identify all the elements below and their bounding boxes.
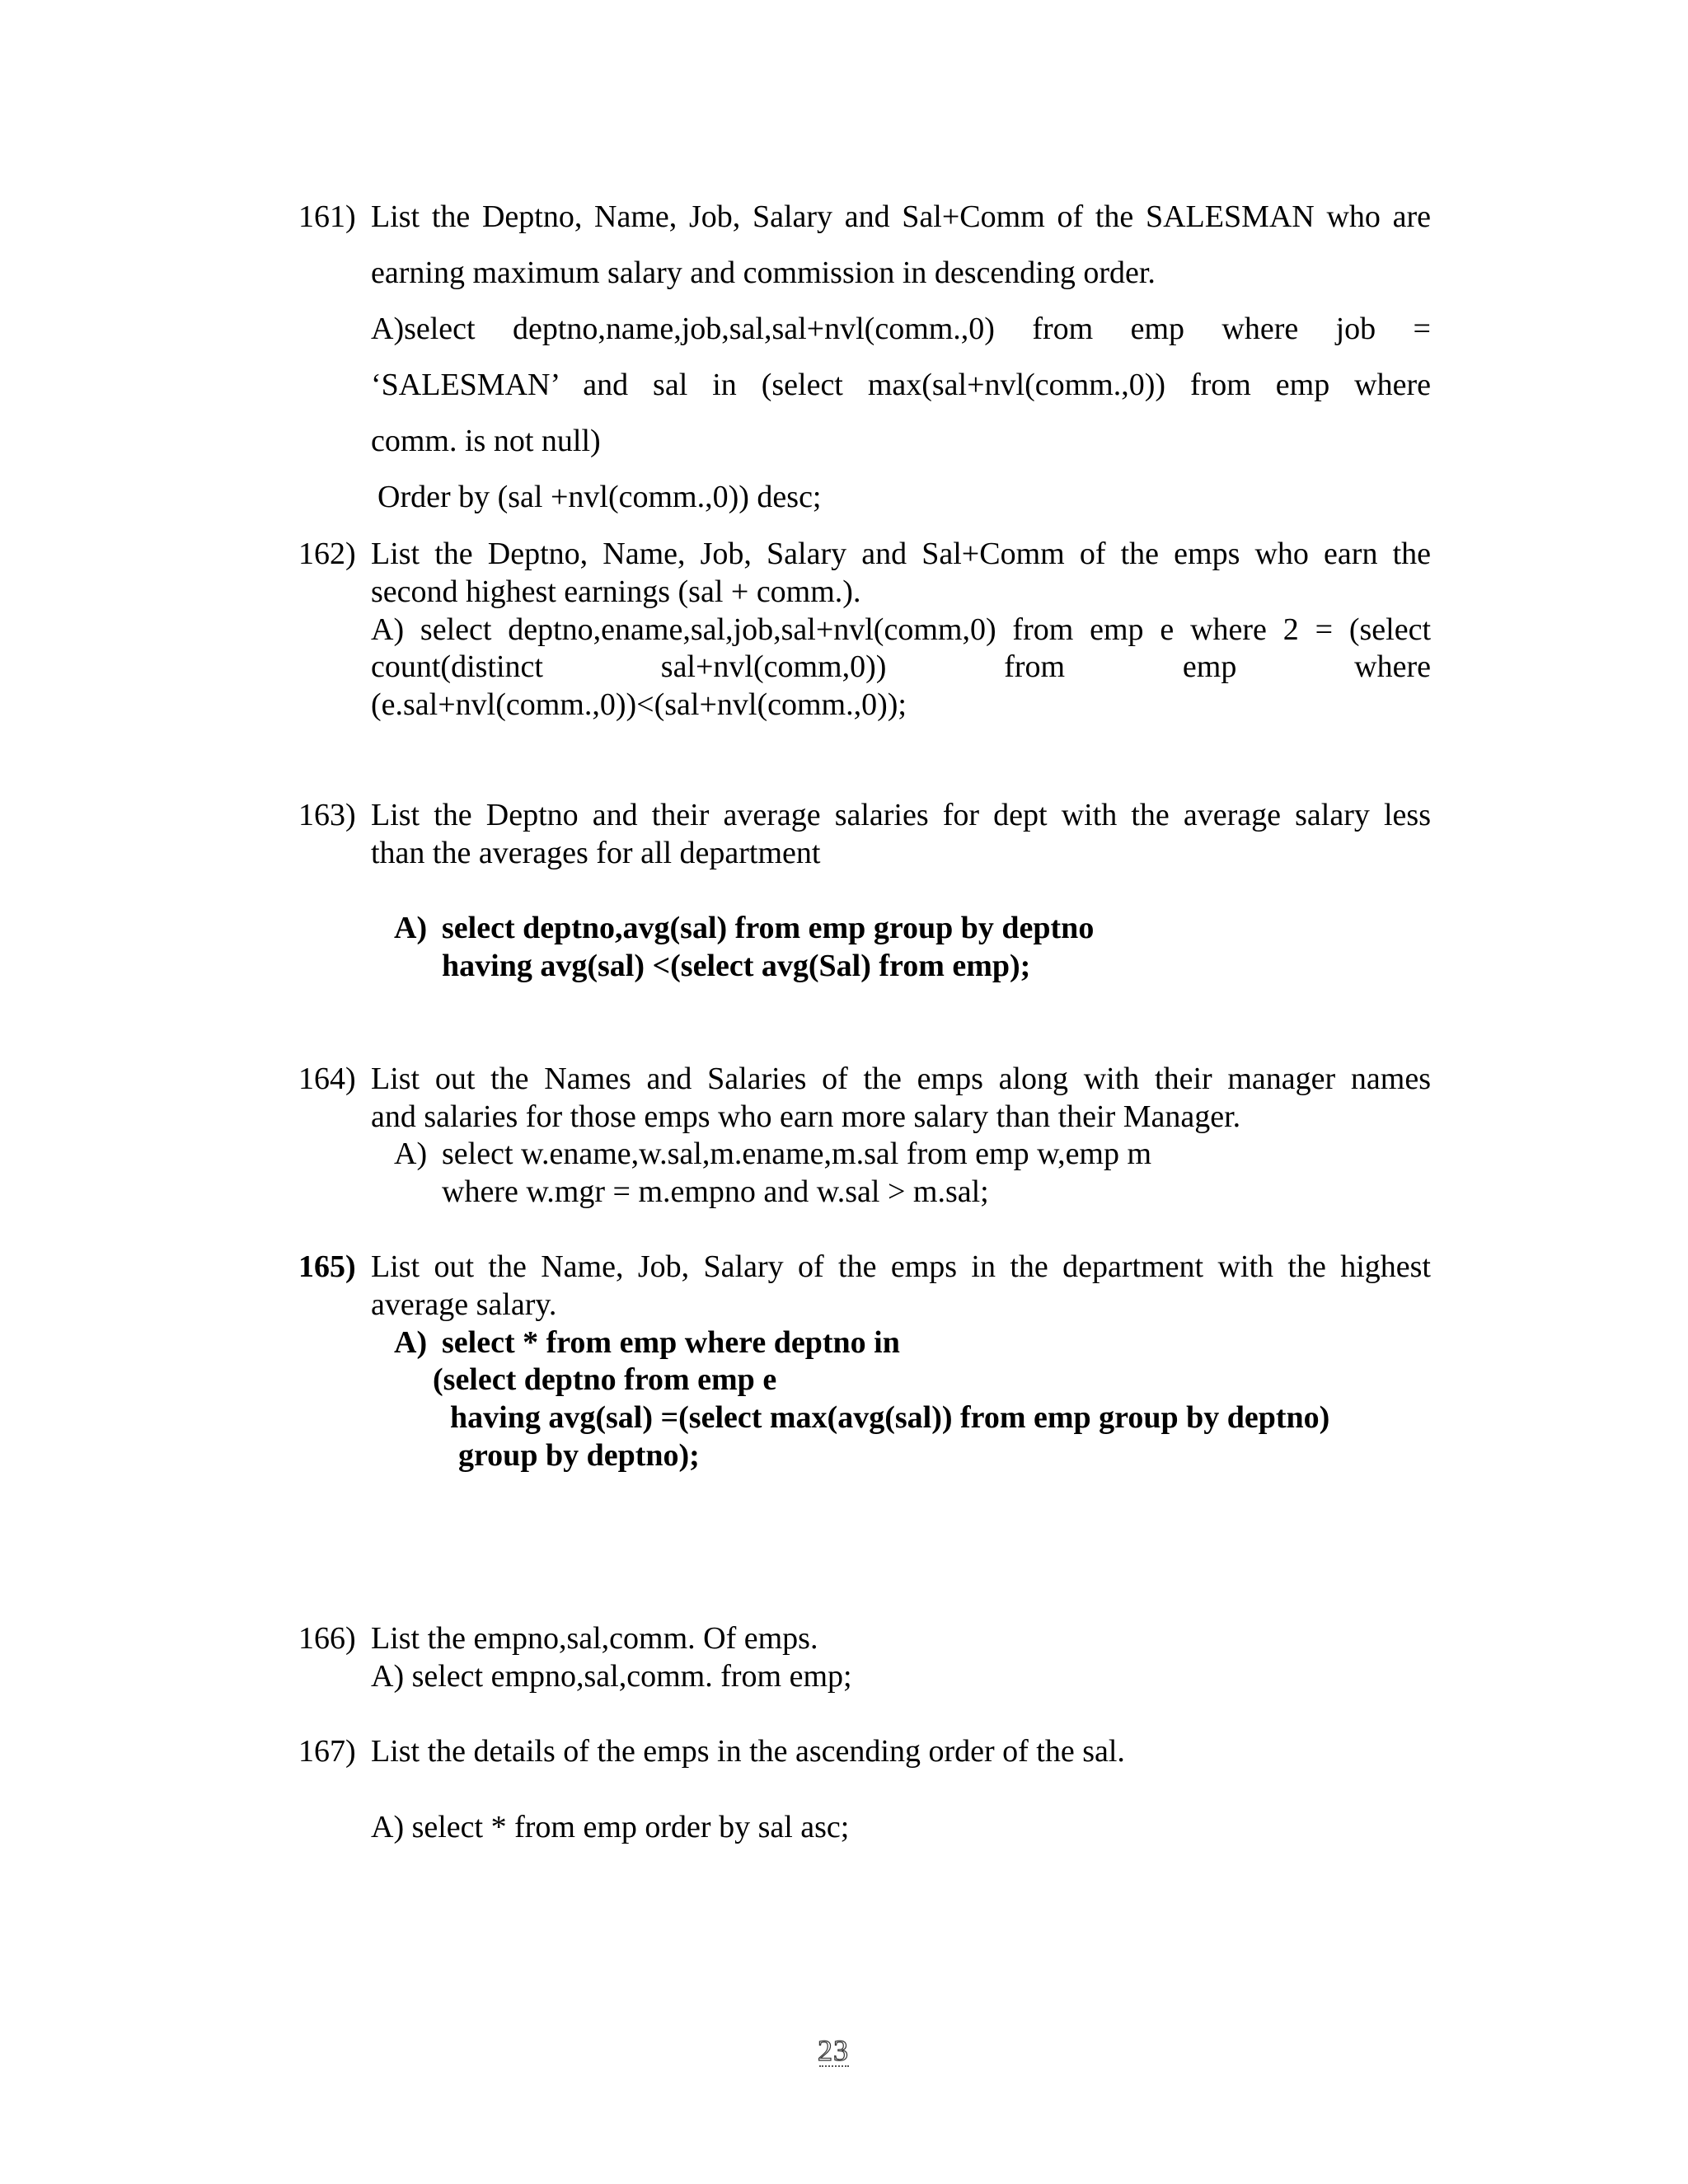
answer-label: A): [394, 911, 428, 945]
question-number: 167): [298, 1734, 356, 1769]
question-text-line: List the Deptno, Name, Job, Salary and Sal+Comm of the emps who earn the: [371, 537, 1431, 571]
question-text-line: and salaries for those emps who earn more salary than their Manager.: [371, 1099, 1241, 1134]
question-number: 166): [298, 1621, 356, 1656]
answer-line: count(distinct sal+nvl(comm,0)) from emp where: [371, 649, 1431, 684]
answer-line: (select deptno from emp e: [433, 1362, 777, 1397]
answer-line: where w.mgr = m.empno and w.sal > m.sal;: [442, 1174, 989, 1209]
question-number: 165): [298, 1249, 356, 1284]
question-number: 161): [298, 199, 356, 234]
question-text-line: List the Deptno, Name, Job, Salary and Sal+Comm of the SALESMAN who are: [371, 199, 1431, 234]
answer-line: A) select deptno,ename,sal,job,sal+nvl(comm,0) from emp e where 2 = (select: [371, 612, 1431, 647]
question-text-line: average salary.: [371, 1287, 557, 1322]
question-text-line: second highest earnings (sal + comm.).: [371, 574, 861, 609]
question-text-line: List the empno,sal,comm. Of emps.: [371, 1621, 818, 1656]
question-text-line: List the details of the emps in the ascending order of the sal.: [371, 1734, 1125, 1769]
question-text-line: List the Deptno and their average salaries for dept with the average salary less: [371, 798, 1431, 832]
answer-line: comm. is not null): [371, 424, 601, 458]
answer-label: A): [394, 1325, 428, 1360]
answer-line: Order by (sal +nvl(comm.,0)) desc;: [377, 480, 822, 514]
page-number: 23: [818, 2034, 849, 2067]
question-text-line: List out the Name, Job, Salary of the emps in the department with the highest: [371, 1249, 1431, 1284]
page-number-underline: [819, 2065, 849, 2067]
question-number: 162): [298, 537, 356, 571]
answer-line: A)select deptno,name,job,sal,sal+nvl(comm.,0) from emp where job =: [371, 312, 1431, 346]
question-text-line: earning maximum salary and commission in descending order.: [371, 255, 1156, 290]
question-number: 163): [298, 798, 356, 832]
answer-line: having avg(sal) =(select max(avg(sal)) from emp group by deptno): [450, 1400, 1330, 1435]
answer-line: group by deptno);: [458, 1438, 700, 1473]
answer-line: select * from emp where deptno in: [442, 1325, 900, 1360]
answer-line: ‘SALESMAN’ and sal in (select max(sal+nvl(comm.,0)) from emp where: [371, 368, 1431, 402]
question-text-line: than the averages for all department: [371, 836, 821, 870]
answer-line: select w.ename,w.sal,m.ename,m.sal from emp w,emp m: [442, 1137, 1152, 1171]
answer-line: having avg(sal) <(select avg(Sal) from emp);: [442, 949, 1031, 983]
answer-line: select deptno,avg(sal) from emp group by deptno: [442, 911, 1095, 945]
answer-line: A) select empno,sal,comm. from emp;: [371, 1659, 852, 1694]
answer-line: (e.sal+nvl(comm.,0))<(sal+nvl(comm.,0));: [371, 687, 907, 722]
question-number: 164): [298, 1062, 356, 1096]
answer-line: A) select * from emp order by sal asc;: [371, 1810, 850, 1844]
answer-label: A): [394, 1137, 428, 1171]
question-text-line: List out the Names and Salaries of the emps along with their manager names: [371, 1062, 1431, 1096]
